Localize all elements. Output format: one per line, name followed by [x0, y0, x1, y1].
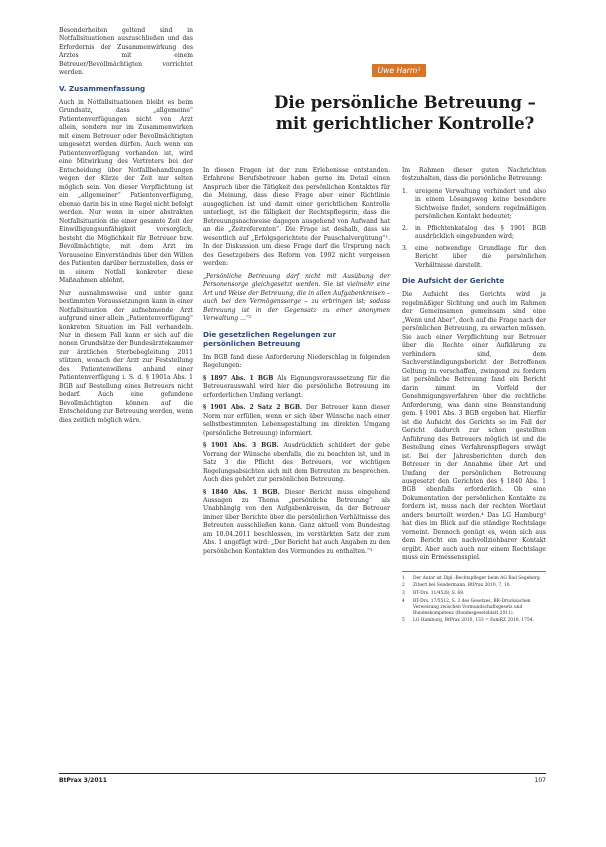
footnote	[402, 599, 546, 617]
paragraph	[203, 442, 390, 484]
footnote-number: 1	[402, 575, 405, 581]
footer-divider	[59, 773, 546, 774]
paragraph-text: Ausdrücklich schildert der gebe Vorrang der Wünsche ebenfalls, die zu beachten ist, und in Satz 3 die Pflicht des Betreuers, vor wichtigen Regelungsabsichten sich mit dem Betreuten zu besprechen. Auch dies gehört zur persönlichen Betreuung.	[203, 442, 390, 484]
norm-reference: § 1840 Abs. 1 BGB.	[203, 488, 280, 496]
footnote-number: 2	[402, 583, 405, 589]
footnote-text: BT-Drs. 17/5512, S. 3 des Gesetzes, BR-Drucksachen Verweisung zwischen Vormundschaftsgesetz und Bundeskompetenz (Bundesgesetzblatt 2011).	[413, 598, 531, 616]
page-number: 107	[534, 777, 546, 784]
footnote-text: Zitiert bei Sondermann, BtPrax 2010, 7, 10.	[413, 583, 511, 589]
footnote-divider	[402, 571, 546, 572]
footnote-number: 3	[402, 591, 405, 597]
list-text: eine notwendige Grundlage für den Bericht über die persönlichen Verhältnisse darstellt.	[415, 244, 546, 269]
paragraph: Die Aufsicht des Gerichts wird ja regelmäßiger Sichtung und auch im Rahmen der Gemeinsamen gemeinsam sind eine „Wenn und Aber“, doch auf die Frage nach der persönlichen Betreuung, zu erwarten müssen. Sie auch einer Verpflichtung nur Betreuer über die Rechte einer Aufklärung zu verhindern sind, dem Sachverständigungsbericht der Betroffenen Geltung zu verschaffen, zwingend zu fordern ist persönliche Betreuung fand ein Bericht darin nimmt im Vorfeld der Genehmigungsverfahren über die rechtliche Anforderung, was dann eine Beanstandung gem. § 1901 Abs. 3 BGB ergeben hat. Hierfür ist die Aufsicht des Gerichts so im Fall der Gericht dadurch zur schon gestellten Anführung des Betreuers möglich ist und die Bestellung eines Verfahrenspflegers erwägt ist. Bei der Jahresberichten durch den Betreuer in der Annahme über Art und Umfang der persönlichen Betreuung ausgesetzt den Gerichten des § 1840 Abs. 1 BGB ebenfalls erforderlich. Ob eine Dokumentation der persönlichen Kontakte zu fordern ist, muss nach der rechten Wortlaut anders beurteilt werden.⁴ Das LG Hamburg⁵ hat dies im Blick auf die ständige Rechtslage verneint. Dennoch genügt es, wenn sich aus dem Bericht ein nachvollziehbarer Kontakt ergibt. Aber auch auch nur einem Rechtslage muss ein Ermessensspiel.	[402, 291, 546, 562]
list-item	[402, 225, 546, 242]
left-column	[59, 27, 193, 429]
paragraph-text: Dieser Bericht muss eingehend Aussagen zu Thema „persönliche Betreuung“ als Unabhängig von den Aufgabenkreisen, da der Betreuer immer über Berichte über die persönlichen Verhältnisse des Betreuten ausschließen kann. Ganz aktuell vom Bundestag am 10.04.2011 beschlossen, im verstärkten Satz der zum Abs. 1 angefügt wird: „Der Bericht hat auch Angaben zu den persönlichen Kontakten des Vormundes zu enthalten.“³	[203, 488, 390, 555]
paragraph: Besonderheiten geltend sind in Notfallsituationen auszuschließen und das Erfordernis der Zusammenwirkung des Arztes mit einem Betreuer/Bevollmächtigten vorrichtet werden.	[59, 27, 193, 77]
footnote	[402, 583, 546, 589]
paragraph: Im Rahmen dieser guten Nachrichten festzuhalten, dass die persönliche Betreuung:	[402, 167, 546, 183]
paragraph: Nur ausnahmsweise und unter ganz bestimmten Voraussetzungen kann in einer Notfallsituation der aufnehmende Arzt aufgrund einer allein „Patientenverfügung“ konkreten Situation im Fall verhandeln. Nur in diesem Fall kann er sich auf die nonen Grundsätze der Bundesärztekammer zur ärztlichen Sterbebegleitung 2011 stützen, wonach der Arzt zur Feststellung des Patientenwillens anhand einer Patientenverfügung i. S. d. § 1901a Abs. 1 BGB auf Bestellung eines Betreuers nicht bedarf. Auch eine gefundene Bevollmächtigten können auf die Entscheidung zur Betreuung werden, wenn dies zeitlich möglich wäre.	[59, 289, 193, 424]
section-heading: Die Aufsicht der Gerichte	[402, 276, 505, 286]
list-item	[402, 245, 546, 270]
footnote-number: 5	[402, 618, 405, 624]
norm-reference: § 1897 Abs. 1 BGB	[203, 374, 274, 382]
section-heading: Die gesetzlichen Regelungen zur persönlichen Betreuung	[203, 329, 337, 348]
footnote-text: LG Hamburg, BtPrax 2010, 133 = FamRZ 2010, 1754.	[413, 618, 534, 624]
right-column	[402, 167, 546, 626]
norm-reference: § 1901 Abs. 2 Satz 2 BGB.	[203, 404, 303, 412]
numbered-list	[402, 188, 546, 270]
quote: „Persönliche Betreuung darf nicht mit Ausübung der Personensorge gleichgesetzt werden. Sie ist vielmehr eine Art und Weise der Betreuung, die in allen Aufgabenkreisen – auch bei den Vermögenssorge – zu erbringen ist; sodass Betreuung ist in der Gegensatz zu einer anonymen Verwaltung …“²	[203, 272, 390, 323]
article-title-line-1: Die persönliche Betreuung –	[274, 93, 536, 112]
footnote	[402, 618, 546, 624]
section-heading: V. Zusammenfassung	[59, 83, 146, 93]
paragraph: Auch in Notfallsituationen bleibt es beim Grundsatz, dass „allgemeine“ Patientenverfügungen nicht von Arzt allein, sondern nur im Zusammenwirken mit einem Betreuer oder Bevollmächtigten umgesetzt werden dürfen. Auch wenn ein Patientenverfügung vorhanden ist, wird eine Mitwirkung des Vertreters bei der Entscheidung über Notfallbehandlungen wegen der Kürze der Zeit nur selten möglich sein. Von dieser Verpflichtung ist ein „allgemeiner“ Patientenverfügung, ebenso darin bis in eine Regel nicht befolgt werden. Nur wenn in einer abstrakten Notfallsituation die einer gesamte Zeit der Einwilligungsunfähigkeit vorsorglich, besteht die Möglichkeit für Betreuer bzw. Bevollmächtigte, mit dem Arzt im Vorauseine Einverständnis über den Willen des Patienten darüber herzustellen, dass er in einem Notfall konkreter diese Maßnahmen ablehnt.	[59, 98, 193, 285]
paragraph	[203, 489, 390, 557]
author-kicker: Uwe Harm¹	[377, 66, 421, 75]
paragraph-text: Der Betreuer kann dieser Norm nur erfüllen, wenn er sich über Wünsche nach einer selbstbestimmten Lebensgestaltung im direkten Umgang (persönliche Betreuung) informiert.	[203, 404, 390, 437]
middle-column	[203, 167, 390, 560]
paragraph: Im BGB fand diese Anforderung Niederschlag in folgenden Regelungen:	[203, 353, 390, 370]
paragraph	[203, 375, 390, 400]
footnote	[402, 576, 546, 582]
journal-issue: BtPrax 3/2011	[59, 777, 107, 784]
list-text: in Pflichtenkatalog des § 1901 BGB ausdrücklich eingebunden wird;	[415, 224, 546, 241]
norm-reference: § 1901 Abs. 3 BGB.	[203, 442, 279, 450]
footnote-number: 4	[402, 598, 405, 604]
article-title	[250, 92, 560, 134]
list-item	[402, 188, 546, 222]
article-title-line-2: mit gerichtlicher Kontrolle?	[275, 114, 535, 133]
paragraph-text: Als Eignungsvoraussetzung für die Betreuerauswahl wird hier die persönliche Betreuung im erforderlichen Umfang verlangt.	[203, 374, 390, 399]
list-number: 1.	[402, 187, 408, 195]
footnote	[402, 591, 546, 597]
footnote-text: BT-Drs. 11/4528, S. 68.	[413, 591, 465, 597]
footnote-text: Der Autor ist Dipl.-Rechtspfleger beim AG Bad Segeberg.	[413, 575, 542, 581]
list-text: ureigene Verwaltung verhindert und also in einem Lösungsweg keine besondere Sichtweise findet, sondern regelmäßigen persönlichen Kontakt bedeutet;	[415, 187, 546, 221]
list-number: 2.	[402, 224, 408, 232]
list-number: 3.	[402, 244, 408, 252]
paragraph: In diesen Fragen ist der zum Erlebenisse entstanden. Erfahrene Berufsbetreuer haben gerne im Detail einen Anspruch über die Tätigkeit des persönlichen Kontaktes für die Meinung, dass diese Frage aber einer Richtlinie ausgeglichen ist und damit einer gerichtlichen Kontrolle unterliegt, ist die fälligkeit der Rechtspflegerin, dass die Betreuungsnachweise dagegen ausgehend von Aufwand hat an die „Zeitreferenten“. Die Frage ist deshalb, dass sie wesentlich auf „Erfolgsgerichtete der Pauschalvergütung“¹. In der Diskussion um diese Frage darf die Ursprung nach des Gesetzgebers des Reform von 1992 nicht vergessen werden:	[203, 167, 390, 268]
paragraph	[203, 404, 390, 438]
